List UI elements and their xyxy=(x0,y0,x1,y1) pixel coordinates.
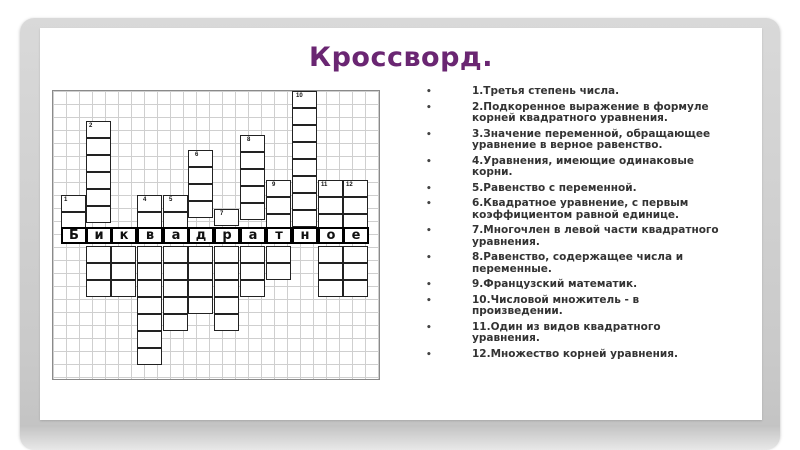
crossword-cell xyxy=(137,314,162,331)
crossword-cell xyxy=(188,150,213,167)
crossword-cell xyxy=(214,209,239,226)
crossword-cell xyxy=(86,155,111,172)
answer-letter: р xyxy=(214,227,240,244)
bullet-icon: • xyxy=(426,322,432,333)
clue-item xyxy=(426,102,726,125)
crossword-cell xyxy=(111,246,136,263)
clue-text: 7.Многочлен в левой части квадратного уравнения. xyxy=(472,224,719,248)
clue-number: 7 xyxy=(220,211,224,217)
clue-text: 11.Один из видов квадратного уравнения. xyxy=(472,320,661,344)
slide-bottom-band xyxy=(20,425,780,450)
clue-number: 4 xyxy=(143,197,147,203)
answer-letter: т xyxy=(266,227,292,244)
clue-text: 3.Значение переменной, обращающее уравнение в верное равенство. xyxy=(472,127,711,151)
crossword-cell xyxy=(163,314,188,331)
crossword-cell xyxy=(188,184,213,201)
clue-item xyxy=(426,279,726,291)
clue-item xyxy=(426,252,726,275)
crossword-cell xyxy=(188,201,213,218)
crossword-cell xyxy=(163,246,188,263)
crossword-cell xyxy=(318,246,343,263)
clue-text: 5.Равенство с переменной. xyxy=(472,181,637,194)
crossword-cell xyxy=(137,331,162,348)
clue-number: 10 xyxy=(296,93,303,99)
clue-text: 1.Третья степень числа. xyxy=(472,85,620,97)
answer-letter: в xyxy=(137,227,163,244)
clue-text: 8.Равенство, содержащее числа и переменные. xyxy=(472,251,684,275)
crossword-cell xyxy=(188,297,213,314)
crossword-cell xyxy=(188,246,213,263)
crossword-cell xyxy=(292,159,317,176)
crossword-cell xyxy=(240,246,265,263)
crossword-cell xyxy=(86,189,111,206)
clue-item xyxy=(426,183,726,195)
bullet-icon: • xyxy=(426,280,432,290)
crossword-cell xyxy=(137,195,162,212)
clue-number: 1 xyxy=(64,197,68,203)
crossword-cell xyxy=(214,246,239,263)
clue-item xyxy=(426,349,726,361)
clue-text: 9.Французский математик. xyxy=(472,278,638,290)
answer-letter: д xyxy=(188,227,214,244)
crossword-cell xyxy=(137,263,162,280)
crossword-cell xyxy=(86,246,111,263)
crossword-cell xyxy=(240,263,265,280)
slide-title: Кроссворд. xyxy=(309,42,493,73)
bullet-icon: • xyxy=(426,129,432,140)
answer-letter: о xyxy=(318,227,344,244)
crossword-cell xyxy=(266,263,291,280)
crossword-cell xyxy=(343,263,368,280)
clue-text: 2.Подкоренное выражение в формуле корней квадратного уравнения. xyxy=(472,100,709,124)
crossword-cell xyxy=(240,152,265,169)
crossword-cell xyxy=(292,193,317,210)
crossword-cell xyxy=(111,280,136,297)
crossword-cell xyxy=(163,195,188,212)
clue-item xyxy=(426,129,726,152)
crossword-cell xyxy=(240,186,265,203)
crossword-cell xyxy=(163,280,188,297)
clue-item xyxy=(426,322,726,345)
crossword-grid xyxy=(52,90,380,380)
answer-letter: а xyxy=(163,227,189,244)
crossword-cell xyxy=(292,176,317,193)
crossword-cell xyxy=(214,263,239,280)
clue-item xyxy=(426,86,726,98)
answer-letter: е xyxy=(343,227,369,244)
clue-text: 6.Квадратное уравнение, с первым коэффициентом равной единице. xyxy=(472,197,689,221)
bullet-icon: • xyxy=(426,87,432,97)
bullet-icon: • xyxy=(426,199,432,209)
crossword-cell xyxy=(86,138,111,155)
crossword-cell xyxy=(266,197,291,214)
clue-item xyxy=(426,225,726,248)
crossword-cell xyxy=(86,280,111,297)
crossword-cell xyxy=(266,180,291,197)
clue-number: 8 xyxy=(247,137,251,143)
crossword-cell xyxy=(86,206,111,223)
clue-number: 5 xyxy=(169,197,173,203)
crossword-cell xyxy=(240,135,265,152)
clue-item xyxy=(426,295,726,318)
crossword-cell xyxy=(137,297,162,314)
crossword-cell xyxy=(318,280,343,297)
crossword-cell xyxy=(163,297,188,314)
crossword-cell xyxy=(188,263,213,280)
bullet-icon: • xyxy=(426,295,432,306)
crossword-cell xyxy=(266,246,291,263)
crossword-cell xyxy=(292,125,317,142)
answer-letter: и xyxy=(86,227,112,244)
clue-number: 9 xyxy=(272,182,276,188)
crossword-cell xyxy=(137,280,162,297)
answer-letter: Б xyxy=(61,227,87,244)
clue-text: 4.Уравнения, имеющие одинаковые корни. xyxy=(472,154,695,178)
crossword-cell xyxy=(343,246,368,263)
clue-list xyxy=(426,86,726,364)
clue-item xyxy=(426,156,726,179)
bullet-icon: • xyxy=(426,102,432,113)
crossword-cell xyxy=(214,314,239,331)
crossword-cell xyxy=(240,169,265,186)
bullet-icon: • xyxy=(426,156,432,167)
crossword-cell xyxy=(188,280,213,297)
clue-item xyxy=(426,198,726,221)
answer-letter: к xyxy=(111,227,137,244)
crossword-cell xyxy=(137,246,162,263)
crossword-cell xyxy=(214,280,239,297)
crossword-cell xyxy=(86,172,111,189)
bullet-icon: • xyxy=(426,349,432,360)
crossword-cell xyxy=(163,263,188,280)
crossword-cell xyxy=(240,280,265,297)
crossword-cell xyxy=(111,263,136,280)
crossword-cell xyxy=(292,142,317,159)
clue-text: 12.Множество корней уравнения. xyxy=(472,347,678,360)
crossword-cell xyxy=(292,108,317,125)
clue-number: 6 xyxy=(195,152,199,158)
crossword-cell xyxy=(292,210,317,227)
answer-letter: а xyxy=(240,227,266,244)
crossword-cell xyxy=(343,280,368,297)
answer-letter: н xyxy=(292,227,318,244)
bullet-icon: • xyxy=(426,226,432,236)
crossword-cell xyxy=(137,348,162,365)
crossword-cell xyxy=(214,297,239,314)
crossword-cell xyxy=(86,263,111,280)
clue-number: 11 xyxy=(321,182,328,188)
bullet-icon: • xyxy=(426,183,432,194)
bullet-icon: • xyxy=(426,253,432,263)
crossword-cell xyxy=(318,197,343,214)
clue-text: 10.Числовой множитель - в произведении. xyxy=(472,293,640,317)
clue-number: 2 xyxy=(89,123,93,129)
crossword-cell xyxy=(343,197,368,214)
crossword-cell xyxy=(240,203,265,220)
crossword-cell xyxy=(318,263,343,280)
crossword-cell xyxy=(188,167,213,184)
clue-number: 12 xyxy=(346,182,353,188)
